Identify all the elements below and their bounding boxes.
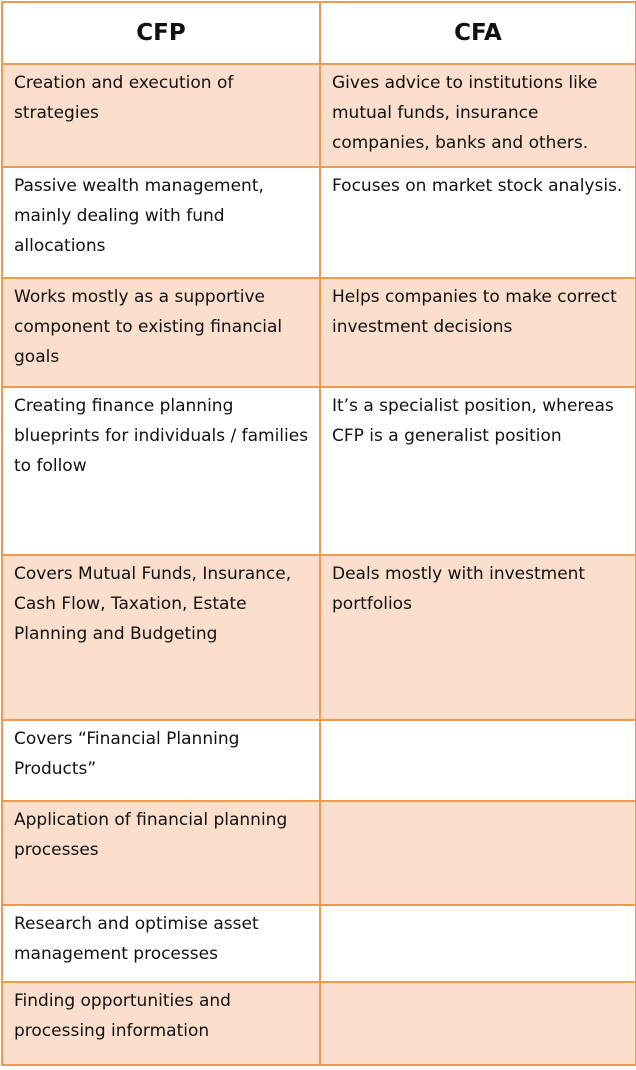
- cfa-cell: [320, 801, 636, 905]
- table-row: [2, 387, 636, 555]
- cfa-cell: [320, 905, 636, 982]
- table-row: [2, 720, 636, 801]
- cfp-cell: Research and optimise asset management processes: [2, 905, 320, 982]
- cfa-cell: It’s a specialist position, whereas CFP is a generalist position: [320, 387, 636, 555]
- cfp-cell: Creation and execution of strategies: [2, 64, 320, 167]
- cfp-cell: Passive wealth management, mainly dealing with fund allocations: [2, 167, 320, 278]
- cfa-cell: [320, 982, 636, 1065]
- table-row: [2, 982, 636, 1065]
- header-row: [2, 2, 636, 64]
- cfa-cell: Focuses on market stock analysis.: [320, 167, 636, 278]
- cfa-cell: Helps companies to make correct investment decisions: [320, 278, 636, 387]
- column-header-cfp: CFP: [2, 2, 320, 64]
- table-row: [2, 278, 636, 387]
- cfp-cell: Finding opportunities and processing information: [2, 982, 320, 1065]
- cfa-cell: Gives advice to institutions like mutual funds, insurance companies, banks and others.: [320, 64, 636, 167]
- table-row: [2, 167, 636, 278]
- cfp-cell: Application of financial planning processes: [2, 801, 320, 905]
- cfp-cell: Works mostly as a supportive component to existing financial goals: [2, 278, 320, 387]
- column-header-cfa: CFA: [320, 2, 636, 64]
- table-row: [2, 555, 636, 720]
- table-body: [2, 64, 636, 1065]
- table-row: [2, 801, 636, 905]
- cfa-cell: [320, 720, 636, 801]
- cfp-cell: Covers Mutual Funds, Insurance, Cash Flow, Taxation, Estate Planning and Budgeting: [2, 555, 320, 720]
- table-row: [2, 64, 636, 167]
- table-row: [2, 905, 636, 982]
- comparison-table: [1, 1, 636, 1066]
- cfp-cell: Covers “Financial Planning Products”: [2, 720, 320, 801]
- cfp-cell: Creating finance planning blueprints for individuals / families to follow: [2, 387, 320, 555]
- cfa-cell: Deals mostly with investment portfolios: [320, 555, 636, 720]
